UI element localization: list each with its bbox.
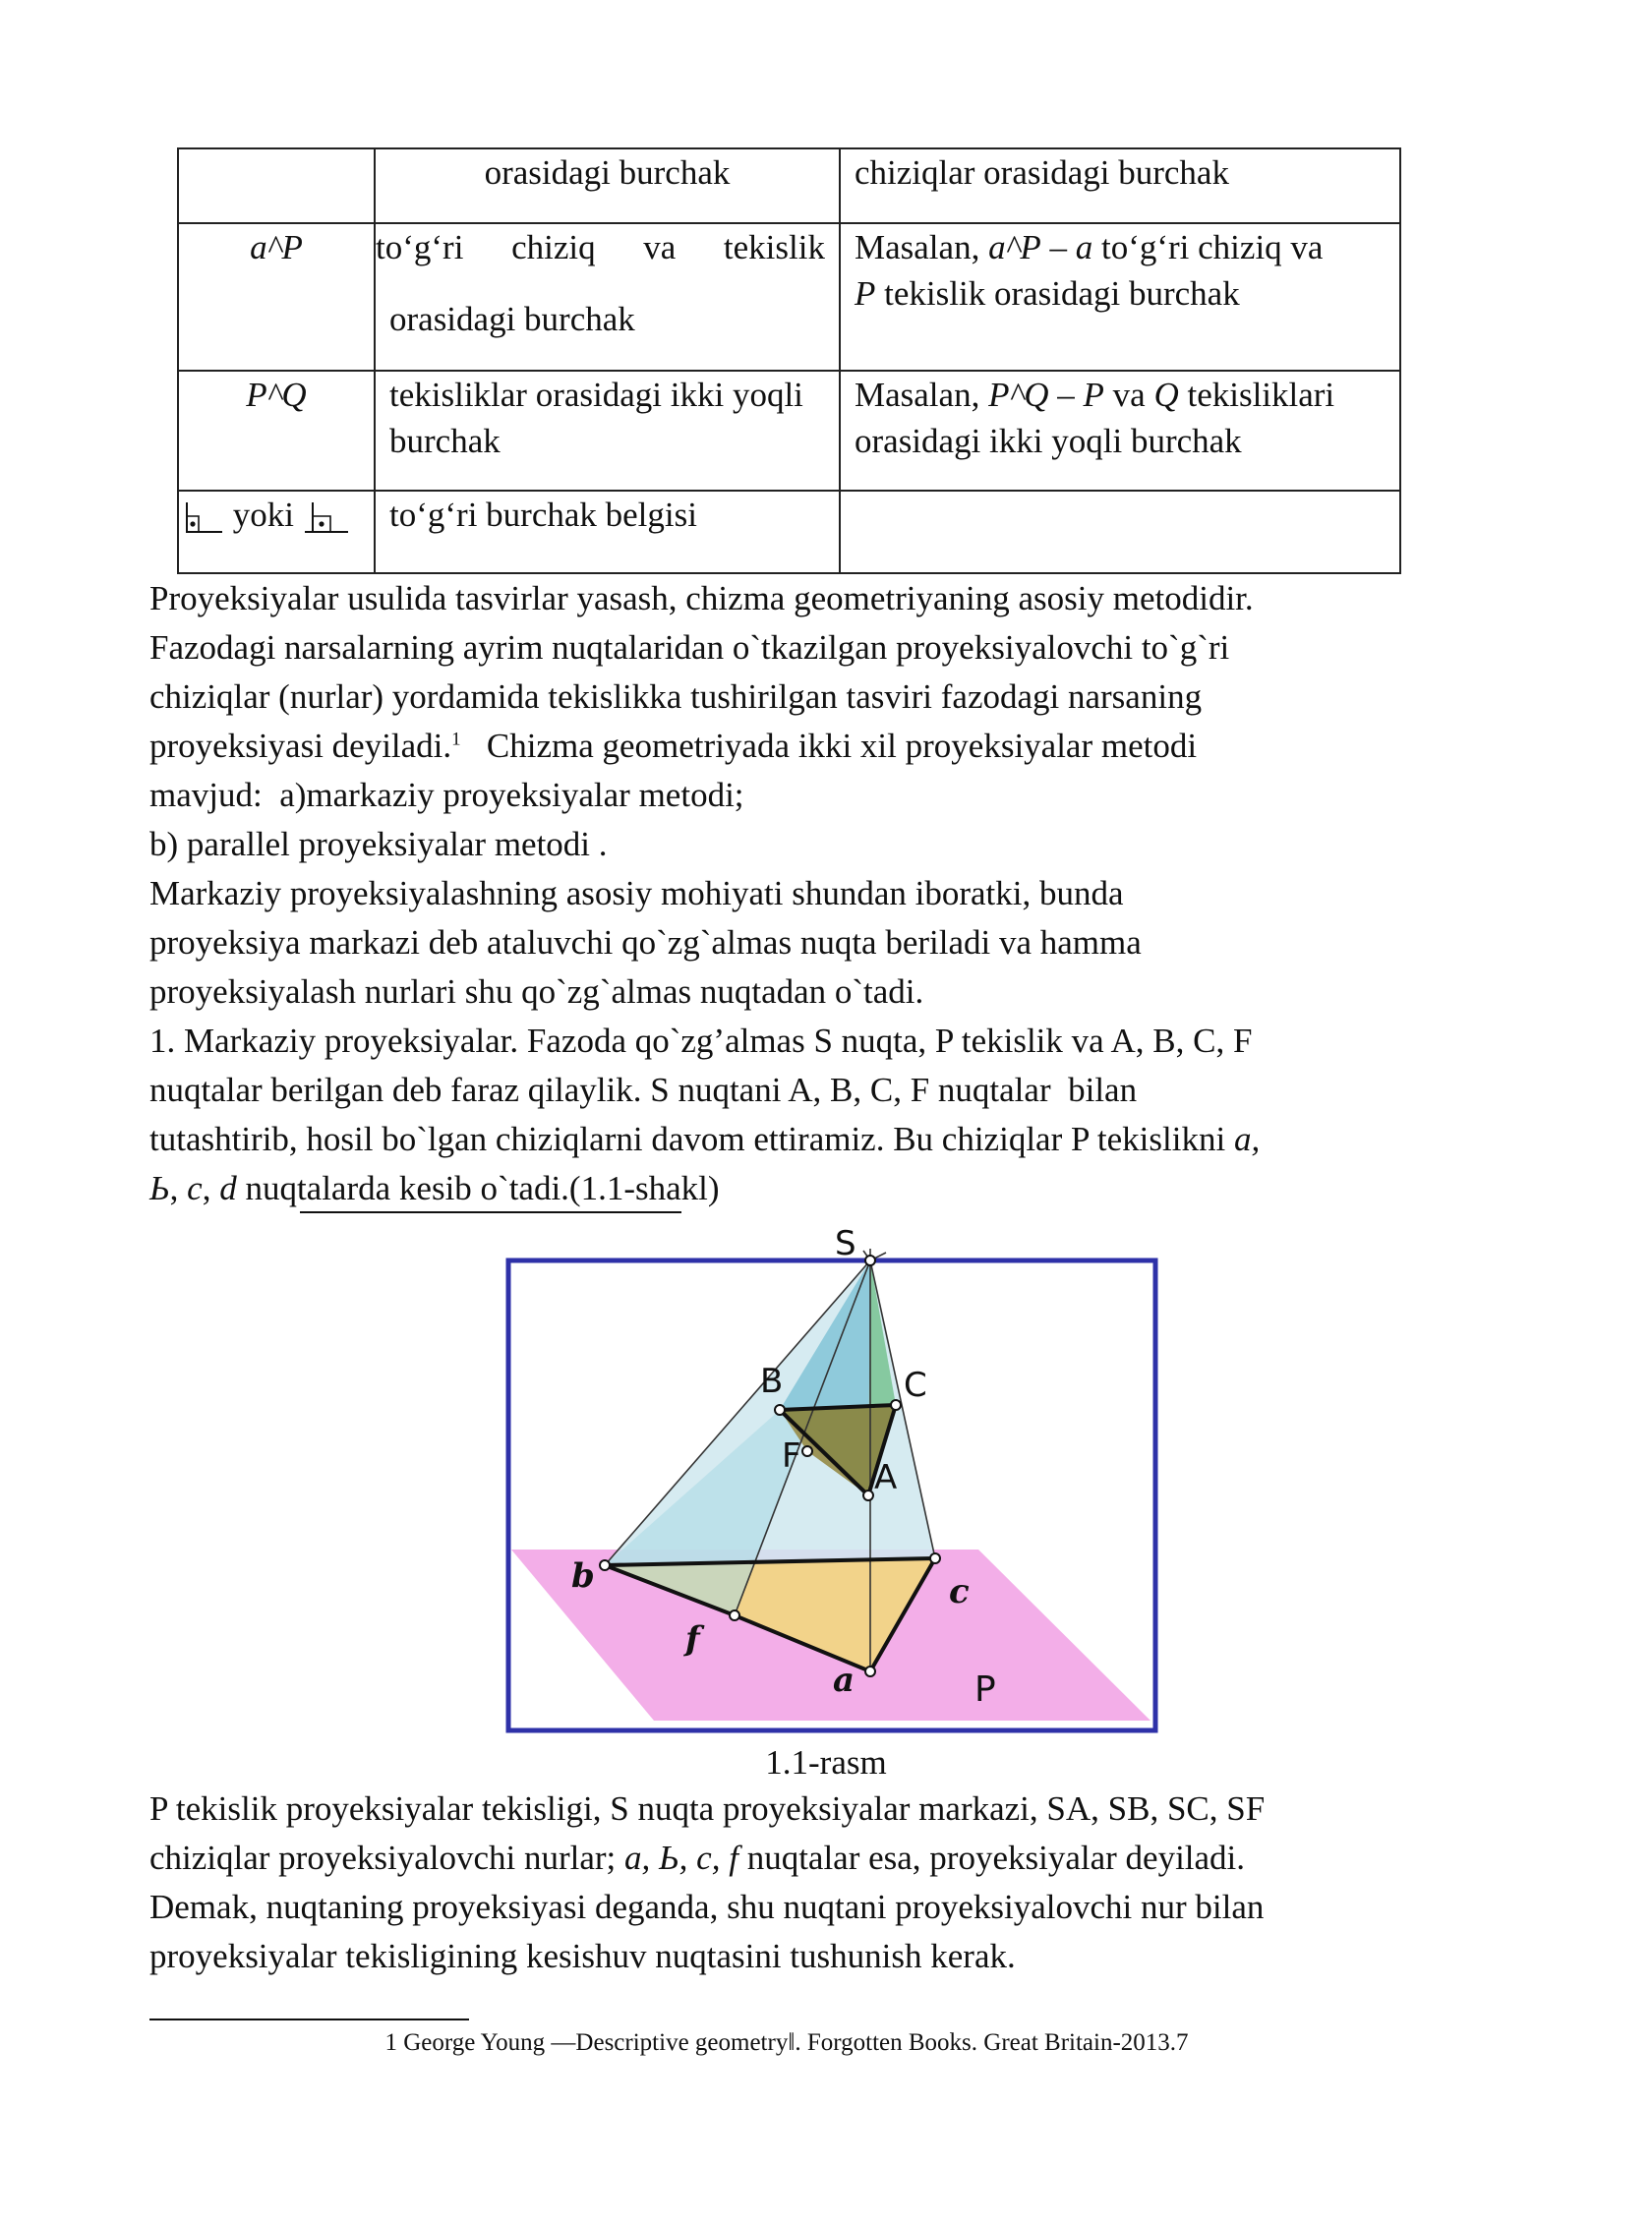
cell-symbol: a^P [988,228,1041,266]
table-cell [375,223,840,371]
cell-text: tekisliklari orasidagi ikki yoqli burchak [855,376,1335,460]
cell-text: orasidagi burchak [389,300,635,338]
point-label-C: C [904,1366,927,1405]
right-angle-icon [183,500,224,536]
cell-symbol: Q [1153,376,1179,414]
text-line: P tekislik proyeksiyalar tekisligi, S nuqta proyeksiyalar markazi, SA, SB, SC, SF [149,1789,1266,1828]
cell-text: – [1040,228,1076,266]
text-span: d [219,1169,237,1207]
text-span: a, Ь, c, f [624,1839,738,1877]
text-span: , [169,1169,188,1207]
cell-symbol: P^Q [988,376,1049,414]
justified-line [376,224,825,270]
text-line [149,722,1418,771]
cell-symbol: P [1083,376,1104,414]
table-cell [840,491,1400,573]
text-line: 1. Markaziy proyeksiyalar. Fazoda qo`zg’almas S nuqta, P tekislik va A, B, C, F [149,1022,1253,1060]
body-paragraphs-2 [149,1785,1418,1981]
table-cell [840,371,1400,491]
angle-symbol: a^P [250,228,303,266]
text-span: , [202,1169,220,1207]
text-line: proyeksiyalar tekisligining kesishuv nuqtasini tushunish kerak. [149,1937,1016,1975]
point-label-a: a [833,1661,856,1700]
text-span: Ь [149,1169,170,1207]
table-cell [840,148,1400,223]
table-cell [840,223,1400,371]
cell-text: Masalan, [855,228,989,266]
text-span: nuqtalar esa, proyeksiyalar deyiladi. [738,1839,1246,1877]
text-line: b) parallel proyeksiyalar metodi . [149,825,608,863]
text-line: Fazodagi narsalarning ayrim nuqtalaridan o`tkazilgan proyeksiyalovchi to`g`ri [149,628,1230,667]
table-row [178,491,1400,573]
cell-text: – [1048,376,1084,414]
cell-text: to‘g‘ri burchak belgisi [389,496,697,534]
table-cell [178,371,375,491]
text-line [149,1164,1418,1213]
word: chiziq [511,228,596,266]
cell-symbol: P [855,274,876,313]
word: va [643,228,677,266]
point-label-S: S [835,1224,856,1263]
notation-table [177,147,1401,574]
footnote-ref: 1 [451,729,461,750]
table-cell [178,148,375,223]
text-line: nuqtalar berilgan deb faraz qilaylik. S nuqtani A, B, C, F nuqtalar bilan [149,1071,1138,1109]
table-row [178,148,1400,223]
text-line: proyeksiya markazi deb ataluvchi qo`zg`almas nuqta beriladi va hamma [149,923,1142,962]
figure-caption: 1.1-rasm [765,1743,887,1782]
cell-text: yoki [232,496,294,534]
text-span: a, [1233,1120,1261,1158]
text-line [149,1115,1418,1164]
cell-text: to‘g‘ri chiziq va [1092,228,1324,266]
text-line: Demak, nuqtaning proyeksiyasi deganda, shu nuqtani proyeksiyalovchi nur bilan [149,1888,1265,1926]
table-cell [375,491,840,573]
cell-text: Masalan, [855,376,989,414]
text-span: Chizma geometriyada ikki xil proyeksiyalar metodi [460,727,1198,765]
cell-symbol: a [1075,228,1093,266]
word: to‘g‘ri [376,228,464,266]
central-projection-figure [506,1224,1157,1732]
underline-decoration [300,1211,681,1213]
table-cell [375,371,840,491]
text-span: c [187,1169,203,1207]
right-angle-icon [303,500,350,536]
text-line: mavjud: a)markaziy proyeksiyalar metodi; [149,776,744,814]
text-span: nuqtalarda kesib o`tadi.(1.1-shakl) [236,1169,720,1207]
cell-text: tekislik orasidagi burchak [875,274,1240,313]
cell-text: chiziqlar orasidagi burchak [855,153,1229,192]
cell-text: orasidagi burchak [484,153,731,192]
text-span: chiziqlar proyeksiyalovchi nurlar; [149,1839,625,1877]
table-row [178,223,1400,371]
point-label-f: f [685,1619,700,1659]
table-cell [178,223,375,371]
text-line: Proyeksiyalar usulida tasvirlar yasash, chizma geometriyaning asosiy metodidir. [149,579,1254,617]
footnote-separator [149,2019,469,2020]
plane-label-P: P [974,1669,996,1710]
table-cell [375,148,840,223]
text-line: Markaziy proyeksiyalashning asosiy mohiyati shundan iboratki, bunda [149,874,1124,912]
point-label-B: B [760,1362,784,1401]
text-line: chiziqlar (nurlar) yordamida tekislikka tushirilgan tasviri fazodagi narsaning [149,677,1203,716]
text-span: proyeksiyasi deyiladi. [149,727,452,765]
point-label-A: A [874,1458,898,1497]
footnote: 1 George Young ―Descriptive geometry‖. Forgotten Books. Great Britain-2013.7 [384,2029,1189,2056]
angle-symbol: P^Q [246,376,307,414]
point-label-c: c [949,1572,970,1611]
point-label-F: F [782,1436,801,1476]
word: tekislik [723,228,825,266]
text-line: proyeksiyalash nurlari shu qo`zg`almas nuqtadan o`tadi. [149,972,924,1011]
cell-text: va [1103,376,1154,414]
text-span: tutashtirib, hosil bo`lgan chiziqlarni davom ettiramiz. Bu chiziqlar P tekislikni [149,1120,1234,1158]
table-cell [178,491,375,573]
text-line [149,1834,1418,1883]
point-label-b: b [571,1556,595,1596]
cell-text: tekisliklar orasidagi ikki yoqli burchak [389,376,803,460]
table-row [178,371,1400,491]
body-paragraphs [149,574,1418,1213]
